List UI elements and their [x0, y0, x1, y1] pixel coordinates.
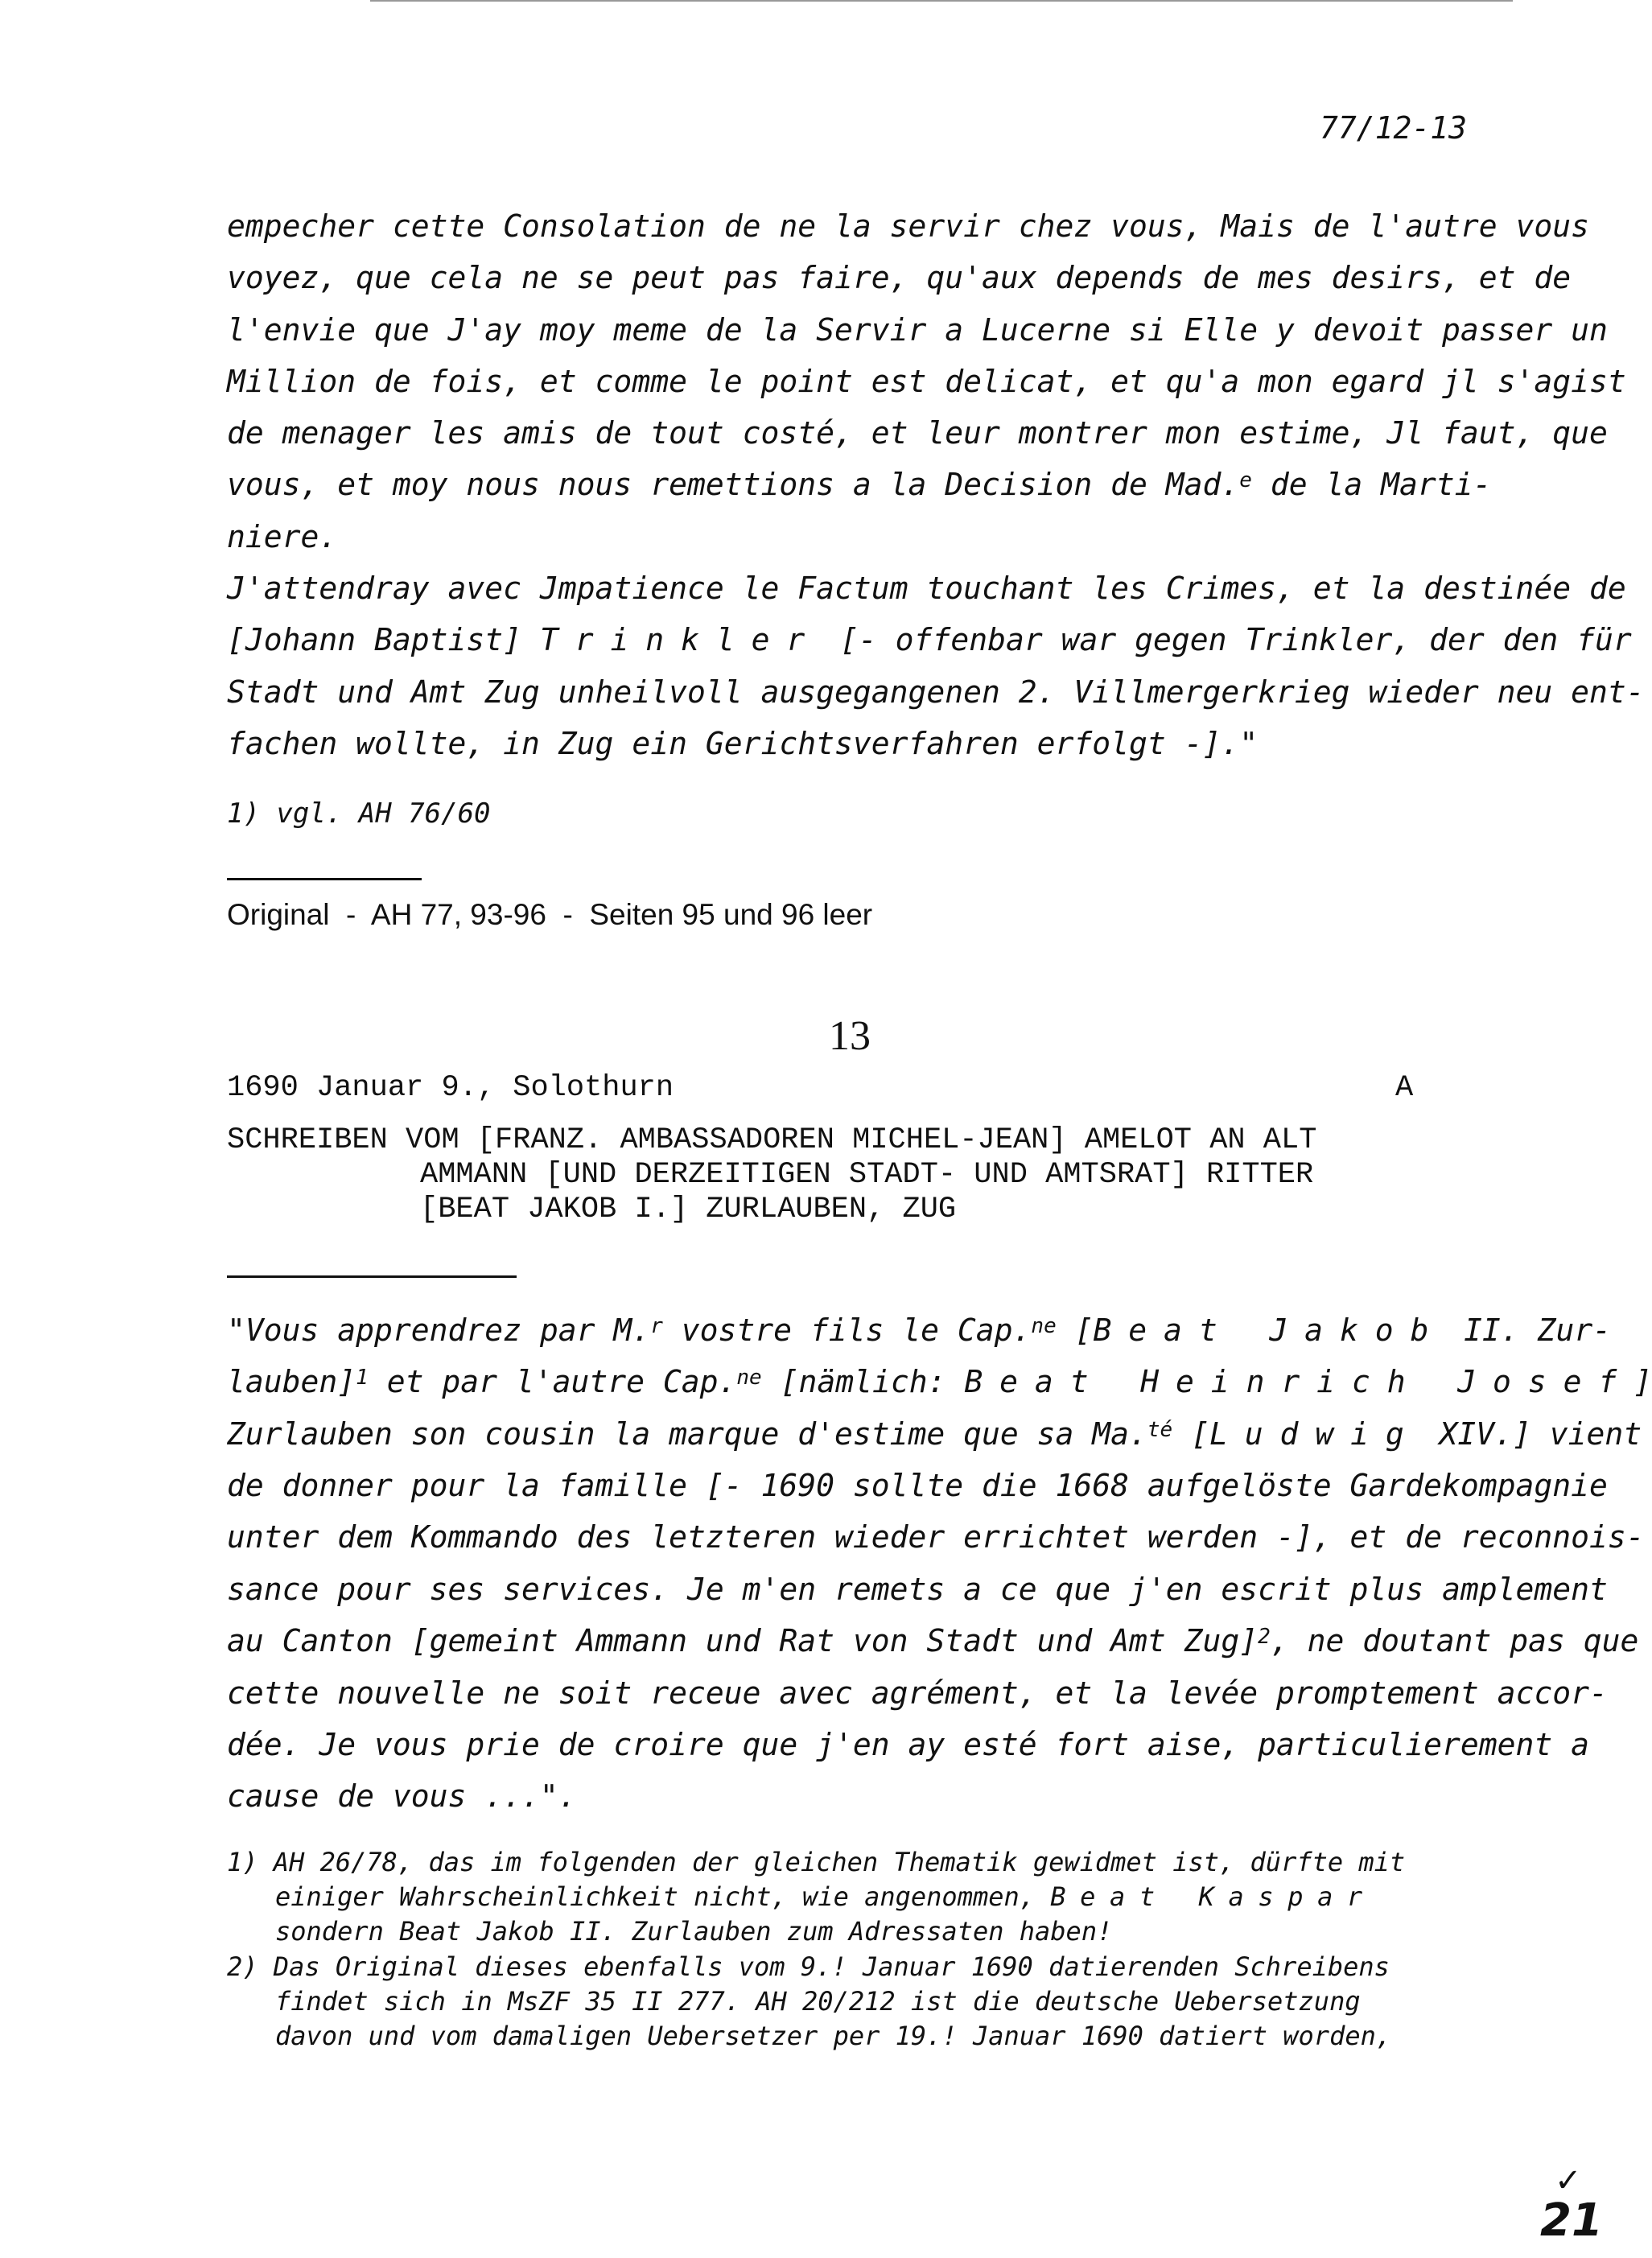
text-segment: II. Zur-: [1445, 1312, 1612, 1348]
divider-rule: [227, 878, 422, 880]
spaced-name: Beat Jakob: [1093, 1312, 1446, 1348]
footnote-previous: 1) vgl. AH 76/60: [227, 797, 491, 830]
text-segment: au Canton [gemeint Ammann und Rat von Stadt und Amt Zug]: [227, 1623, 1259, 1658]
text-line: [227, 1312, 1612, 1348]
superscript: ne: [736, 1366, 762, 1390]
footnote-line: [275, 1881, 1377, 1912]
spaced-name: Trinkler: [539, 622, 822, 657]
text-segment: XIV.] vient: [1420, 1416, 1642, 1452]
heading-line: AMMANN [UND DERZEITIGEN STADT- UND AMTSRAT] RITTER: [420, 1158, 1314, 1192]
text-segment: "Vous apprendrez par M.: [227, 1312, 651, 1348]
page-reference: 77/12-13: [1320, 110, 1468, 146]
superscript: 2: [1258, 1625, 1271, 1649]
text-segment: lauben]: [227, 1364, 356, 1399]
text-segment: de la Marti-: [1251, 467, 1492, 502]
original-note: Original - AH 77, 93-96 - Seiten 95 und 96 leer: [227, 898, 873, 931]
text-segment: [: [1056, 1312, 1094, 1348]
text-segment: Zurlauben son cousin la marque d'estime que sa Ma.: [227, 1416, 1147, 1452]
text-line: fachen wollte, in Zug ein Gerichtsverfahren erfolgt -].": [227, 726, 1259, 761]
superscript: ne: [1031, 1314, 1057, 1338]
document-number: 13: [829, 1013, 871, 1059]
text-line: cette nouvelle ne soit receue avec agrément, et la levée promptement accor-: [227, 1675, 1608, 1711]
text-line: empecher cette Consolation de ne la servir chez vous, Mais de l'autre vous: [227, 208, 1589, 244]
superscript: té: [1147, 1418, 1173, 1442]
scan-top-edge: [370, 0, 1513, 2]
footnote-line: 2) Das Original dieses ebenfalls vom 9.! Januar 1690 datierenden Schreibens: [227, 1951, 1390, 1982]
text-line: [227, 1416, 1642, 1452]
text-line: de donner pour la famille [- 1690 sollte die 1668 aufgelöste Gardekompagnie: [227, 1468, 1608, 1503]
divider-rule: [227, 1275, 517, 1278]
text-segment: , ne doutant pas que: [1270, 1623, 1639, 1658]
text-line: Stadt und Amt Zug unheilvoll ausgegangenen 2. Villmergerkrieg wieder neu ent-: [227, 674, 1645, 710]
text-line: cause de vous ...".: [227, 1778, 577, 1814]
document-category: A: [1395, 1071, 1414, 1105]
text-segment: ]: [1633, 1364, 1652, 1399]
text-line: [227, 469, 1491, 500]
footnote-line: sondern Beat Jakob II. Zurlauben zum Adressaten haben!: [275, 1916, 1113, 1947]
handwritten-page-number: 21: [1540, 2194, 1603, 2247]
heading-line: [BEAT JAKOB I.] ZURLAUBEN, ZUG: [420, 1193, 957, 1226]
superscript: e: [1239, 468, 1252, 492]
spaced-name: Ludwig: [1209, 1416, 1421, 1452]
text-segment: [: [1172, 1416, 1209, 1452]
text-segment: vous, et moy nous nous remettions a la Decision de Mad.: [227, 467, 1240, 502]
text-segment: [Johann Baptist]: [227, 622, 540, 657]
spaced-name: Beat Kaspar: [1050, 1881, 1377, 1912]
text-line: [227, 1623, 1639, 1658]
text-segment: vostre fils le Cap.: [662, 1312, 1032, 1348]
text-line: Million de fois, et comme le point est delicat, et qu'a mon egard jl s'agist: [227, 364, 1626, 399]
text-line: [227, 624, 1632, 655]
check-mark-icon: ✓: [1555, 2162, 1582, 2199]
text-line: [227, 1366, 1652, 1397]
date-place: 1690 Januar 9., Solothurn: [227, 1071, 674, 1105]
footnote-line: 1) AH 26/78, das im folgenden der gleichen Thematik gewidmet ist, dürfte mit: [227, 1847, 1406, 1877]
text-line: dée. Je vous prie de croire que j'en ay esté fort aise, particulierement a: [227, 1727, 1589, 1762]
spaced-name: Beat Heinrich Josef: [964, 1364, 1634, 1399]
footnote-line: findet sich in MsZF 35 II 277. AH 20/212 ist die deutsche Uebersetzung: [275, 1986, 1361, 2017]
text-segment: [nämlich:: [761, 1364, 965, 1399]
text-segment: [- offenbar war gegen Trinkler, der den für: [822, 622, 1632, 657]
text-line: l'envie que J'ay moy meme de la Servir a Lucerne si Elle y devoit passer un: [227, 312, 1608, 348]
text-segment: einiger Wahrscheinlichkeit nicht, wie angenommen,: [275, 1881, 1051, 1912]
superscript: r: [650, 1314, 663, 1338]
text-line: sance pour ses services. Je m'en remets a ce que j'en escrit plus amplement: [227, 1572, 1608, 1607]
text-segment: et par l'autre Cap.: [368, 1364, 737, 1399]
text-line: de menager les amis de tout costé, et leur montrer mon estime, Jl faut, que: [227, 415, 1608, 451]
text-line: unter dem Kommando des letzteren wieder errichtet werden -], et de reconnois-: [227, 1519, 1645, 1555]
text-line: J'attendray avec Jmpatience le Factum touchant les Crimes, et la destinée de: [227, 571, 1626, 606]
text-line: voyez, que cela ne se peut pas faire, qu'aux depends de mes desirs, et de: [227, 260, 1572, 295]
heading-line: SCHREIBEN VOM [FRANZ. AMBASSADOREN MICHEL-JEAN] AMELOT AN ALT: [227, 1123, 1317, 1157]
footnote-line: davon und vom damaligen Uebersetzer per 19.! Januar 1690 datiert worden,: [275, 2021, 1392, 2051]
superscript: 1: [356, 1366, 369, 1390]
text-line: niere.: [227, 519, 338, 554]
